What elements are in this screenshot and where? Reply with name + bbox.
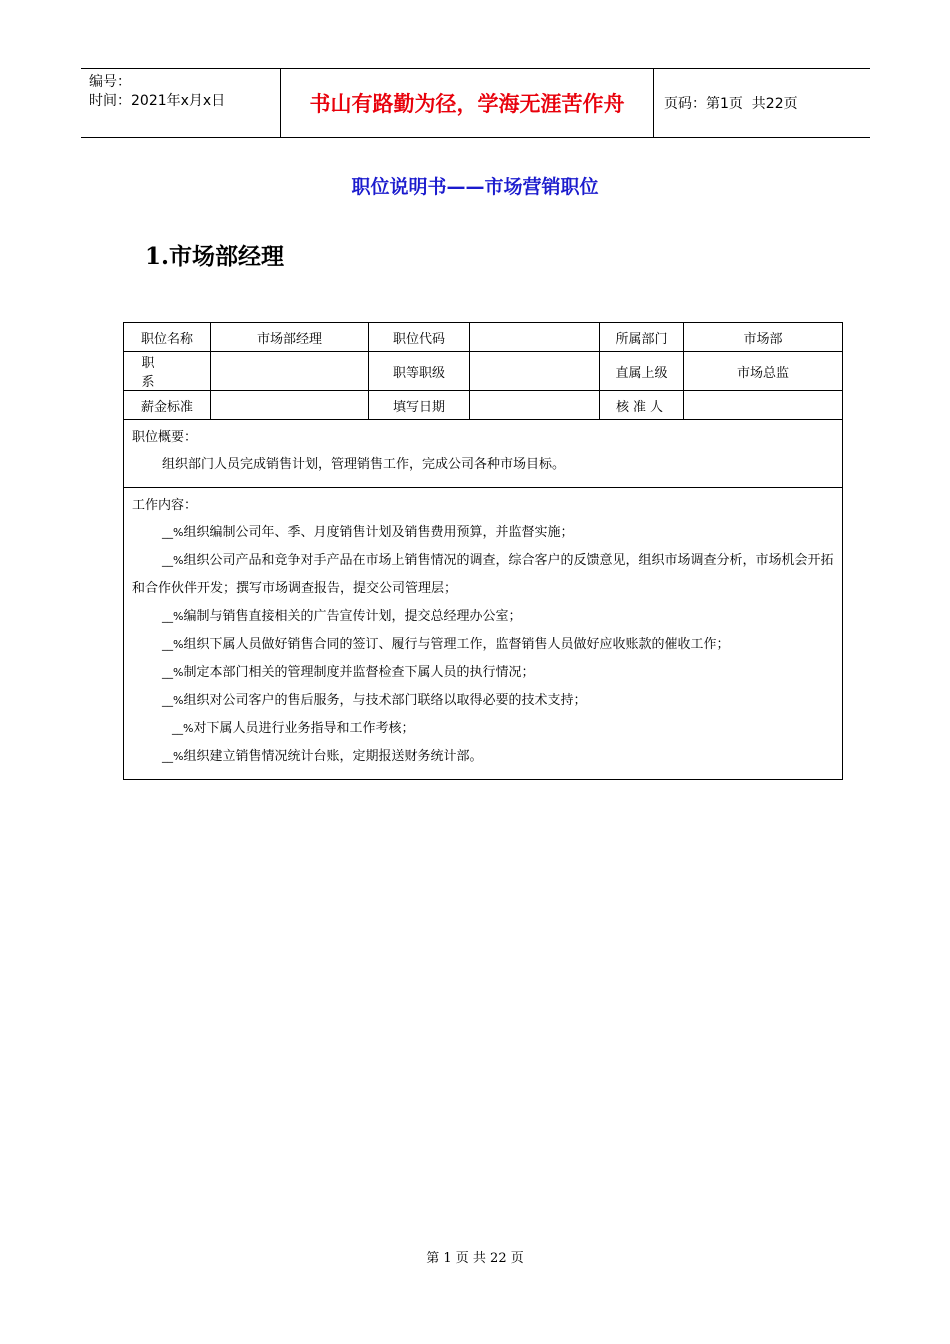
duty-text: 组织下属人员做好销售合同的签订、履行与管理工作，监督销售人员做好应收账款的催收工作； xyxy=(183,637,730,652)
duty-marker: __% xyxy=(162,526,184,539)
salary-label: 薪金标准 xyxy=(124,391,211,420)
duty-text: 组织对公司客户的售后服务，与技术部门联络以取得必要的技术支持； xyxy=(183,693,587,708)
department-label: 所属部门 xyxy=(600,323,684,352)
job-family-value xyxy=(211,352,369,391)
duties-cell xyxy=(124,488,843,780)
direct-supervisor-value: 市场总监 xyxy=(684,352,843,391)
duty-item xyxy=(132,715,834,743)
salary-value xyxy=(211,391,369,420)
fill-date-label: 填写日期 xyxy=(369,391,470,420)
direct-supervisor-label: 直属上级 xyxy=(600,352,684,391)
department-value: 市场部 xyxy=(684,323,843,352)
job-info-table xyxy=(123,322,843,780)
duty-text: 对下属人员进行业务指导和工作考核； xyxy=(193,721,415,736)
summary-text: 组织部门人员完成销售计划，管理销售工作，完成公司各种市场目标。 xyxy=(162,457,566,472)
duty-marker: __% xyxy=(162,694,184,707)
duty-item xyxy=(132,519,834,547)
duty-marker: __% xyxy=(162,638,184,651)
duty-marker: __% xyxy=(172,722,194,735)
duty-item xyxy=(132,659,834,687)
table-row xyxy=(124,488,843,780)
time-label: 时间：2021年x月x日 xyxy=(89,93,226,109)
number-label: 编号： xyxy=(89,74,131,90)
grade-level-value xyxy=(470,352,600,391)
duty-marker: __% xyxy=(162,750,184,763)
job-family-label: 职系 xyxy=(124,352,211,391)
position-name-value: 市场部经理 xyxy=(211,323,369,352)
approver-value xyxy=(684,391,843,420)
fill-date-value xyxy=(470,391,600,420)
duty-item xyxy=(132,631,834,659)
duty-item xyxy=(132,547,834,603)
summary-cell xyxy=(124,420,843,488)
duty-marker: __% xyxy=(162,554,184,567)
table-row xyxy=(124,323,843,352)
duty-item xyxy=(132,687,834,715)
table-row xyxy=(124,420,843,488)
duty-text: 组织建立销售情况统计台账，定期报送财务统计部。 xyxy=(183,749,483,764)
position-name-label: 职位名称 xyxy=(124,323,211,352)
table-row xyxy=(124,391,843,420)
section-title: 1.市场部经理 xyxy=(145,243,285,270)
duty-marker: __% xyxy=(162,666,184,679)
page-header xyxy=(81,68,870,138)
duty-text: 组织编制公司年、季、月度销售计划及销售费用预算，并监督实施； xyxy=(183,525,574,540)
table-row xyxy=(124,352,843,391)
summary-label: 职位概要： xyxy=(132,430,198,445)
duty-text: 组织公司产品和竞争对手产品在市场上销售情况的调查，综合客户的反馈意见，组织市场调查分析，市场机会开拓和合作伙伴开发；撰写市场调查报告，提交公司管理层； xyxy=(132,553,834,596)
duty-marker: __% xyxy=(162,610,184,623)
page-footer: 第 1 页 共 22 页 xyxy=(426,1251,524,1266)
duty-text: 制定本部门相关的管理制度并监督检查下属人员的执行情况； xyxy=(183,665,535,680)
duty-item xyxy=(132,603,834,631)
header-page-info-cell xyxy=(654,69,870,137)
position-code-label: 职位代码 xyxy=(369,323,470,352)
header-left-cell xyxy=(81,69,281,137)
grade-level-label: 职等职级 xyxy=(369,352,470,391)
position-code-value xyxy=(470,323,600,352)
duties-label: 工作内容： xyxy=(132,498,198,513)
header-page-info: 页码：第1页 共22页 xyxy=(664,96,798,112)
duty-item xyxy=(132,743,834,771)
document-title: 职位说明书——市场营销职位 xyxy=(351,176,599,198)
duty-text: 编制与销售直接相关的广告宣传计划，提交总经理办公室； xyxy=(183,609,522,624)
approver-label: 核准人 xyxy=(600,391,684,420)
header-motto: 书山有路勤为径，学海无涯苦作舟 xyxy=(281,69,654,137)
